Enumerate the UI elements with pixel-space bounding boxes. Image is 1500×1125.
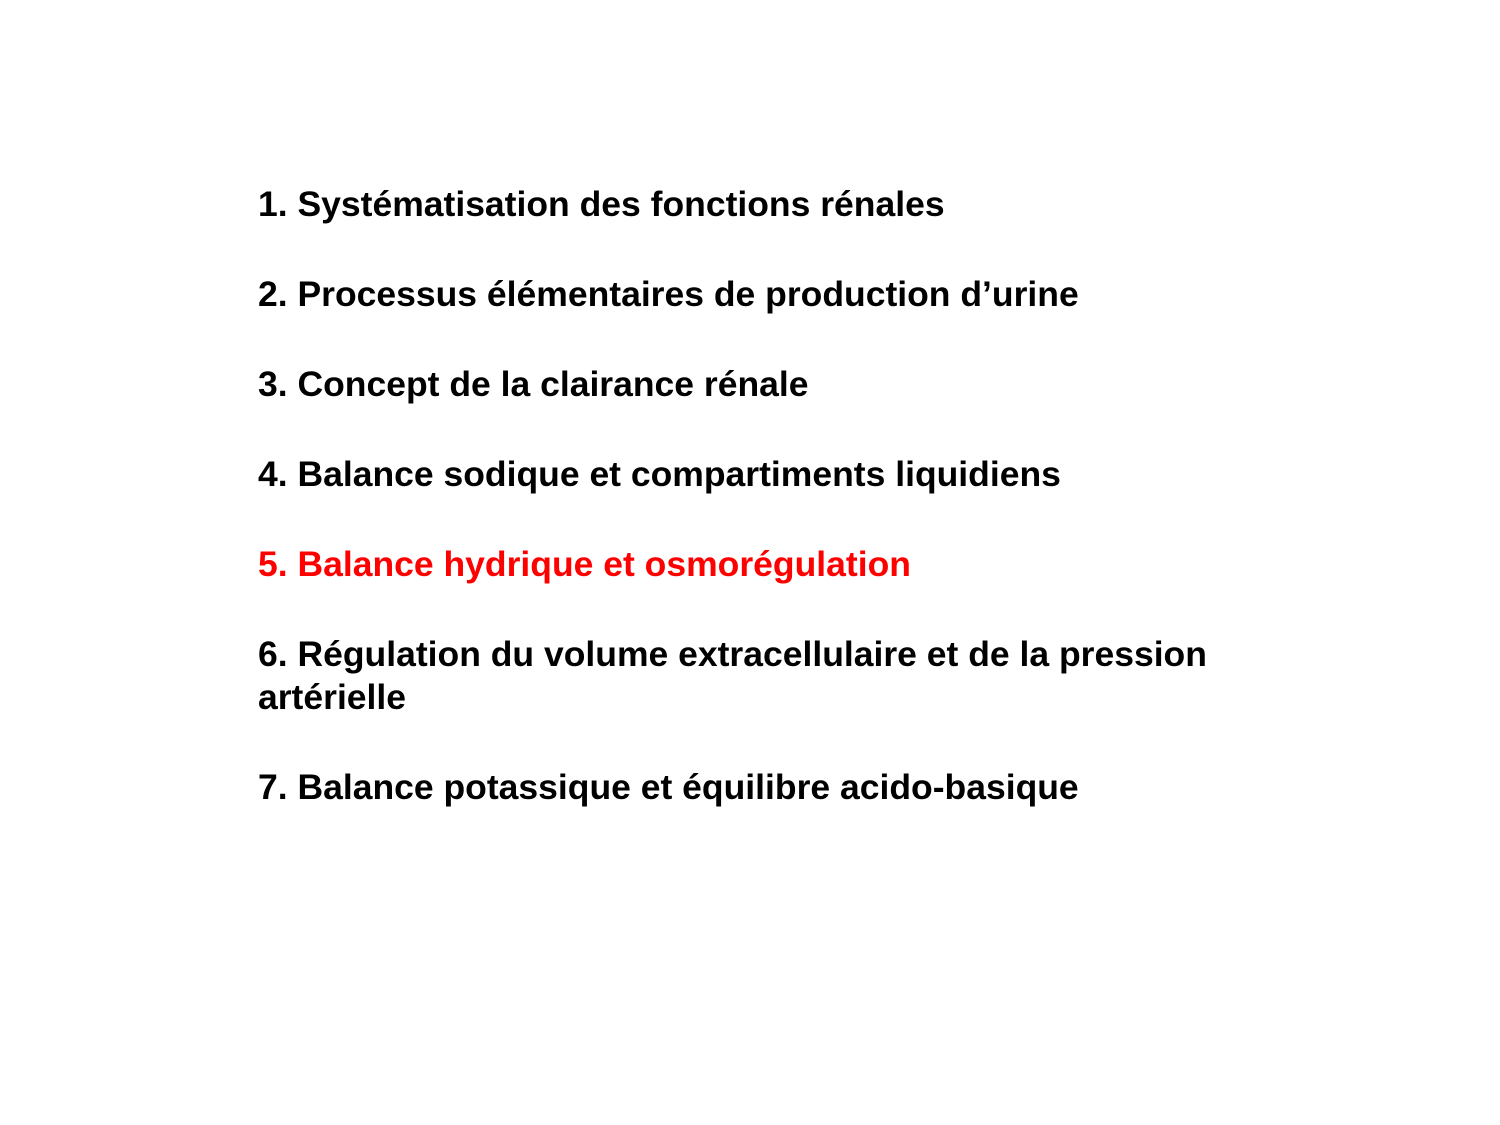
outline-item-4: 4. Balance sodique et compartiments liquidiens (258, 454, 1061, 494)
outline-item-5-current: 5. Balance hydrique et osmorégulation (258, 544, 911, 584)
outline-item-2: 2. Processus élémentaires de production d’urine (258, 274, 1079, 314)
outline-list (258, 183, 1278, 856)
outline-item-3: 3. Concept de la clairance rénale (258, 364, 809, 404)
outline-item-1: 1. Systématisation des fonctions rénales (258, 184, 945, 224)
outline-item-7: 7. Balance potassique et équilibre acido-basique (258, 767, 1079, 807)
outline-item-6: 6. Régulation du volume extracellulaire et de la pression artérielle (258, 634, 1207, 717)
